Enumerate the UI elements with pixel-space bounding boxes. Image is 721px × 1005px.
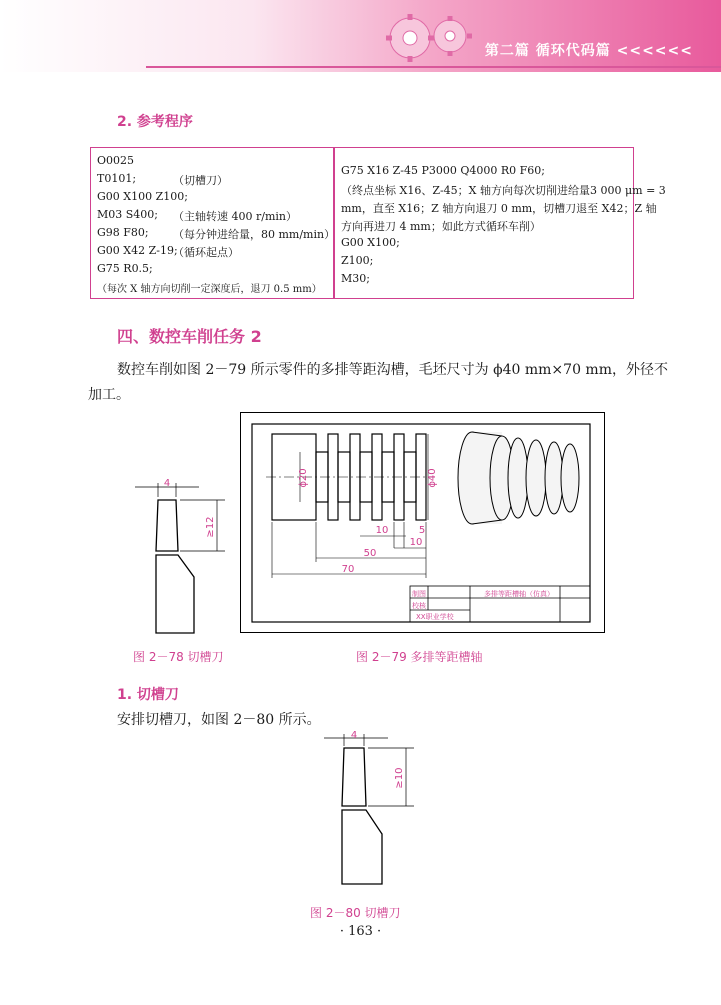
title-block-company: XX职业学校 <box>416 613 454 621</box>
code-line-left: G98 F80; <box>97 226 149 239</box>
fig78-width-label: 4 <box>163 478 171 489</box>
figure-78-caption: 图 2－78 切槽刀 <box>133 650 224 664</box>
fig79-dim-50-label: 50 <box>363 548 377 559</box>
page-number: · 163 · <box>339 924 382 939</box>
tool-heading: 1. 切槽刀 <box>117 687 179 703</box>
code-line-right: （终点坐标 X16、Z-45；X 轴方向每次切削进给量3 000 μm = 3 <box>341 184 666 197</box>
code-comment-left: （切槽刀） <box>173 174 228 187</box>
code-line-left: M03 S400; <box>97 208 158 221</box>
fig79-dim-70-label: 70 <box>341 564 355 575</box>
task-paragraph-line2: 加工。 <box>88 387 130 403</box>
chapter-title: 第二篇 循环代码篇 <<<<<< <box>484 43 693 59</box>
code-line-left: O0025 <box>97 154 135 167</box>
fig79-dim-10-label: 10 <box>375 525 389 536</box>
figure-80-caption: 图 2－80 切槽刀 <box>310 906 401 920</box>
program-heading: 2. 参考程序 <box>117 114 193 130</box>
header-band <box>0 0 721 72</box>
tool-paragraph: 安排切槽刀，如图 2－80 所示。 <box>117 712 321 728</box>
code-line-left: G00 X100 Z100; <box>97 190 188 203</box>
fig78-height-label: ≥12 <box>205 516 216 538</box>
code-line-left: G75 R0.5; <box>97 262 153 275</box>
figure-80-grooving-tool <box>322 730 432 890</box>
code-line-left: G00 X42 Z-19; <box>97 244 178 257</box>
fig79-phi20-label: ϕ20 <box>298 468 309 488</box>
code-comment-left: （每分钟进给量，80 mm/min） <box>173 228 336 241</box>
header-rule <box>146 66 721 68</box>
figure-79-caption: 图 2－79 多排等距槽轴 <box>356 650 483 664</box>
fig79-phi40-label: ϕ40 <box>427 468 438 488</box>
title-block-row2: 校核 <box>412 602 426 610</box>
code-line-right: G00 X100; <box>341 236 400 249</box>
code-line-left: T0101; <box>97 172 137 185</box>
code-line-left: （每次 X 轴方向切削一定深度后，退刀 0.5 mm） <box>97 284 322 295</box>
title-block-name: 多排等距槽轴（仿真） <box>484 590 554 598</box>
code-line-right: 方向再进刀 4 mm；如此方式循环车削） <box>341 220 541 233</box>
fig79-dim-10b-label: 10 <box>409 537 423 548</box>
task-paragraph-line1: 数控车削如图 2－79 所示零件的多排等距沟槽，毛坯尺寸为 ϕ40 mm×70 mm，外径不 <box>117 362 668 378</box>
title-block-row1: 制图 <box>412 590 426 598</box>
code-line-right: G75 X16 Z-45 P3000 Q4000 R0 F60; <box>341 164 545 177</box>
figure-78-grooving-tool <box>125 475 235 640</box>
program-listing-box <box>90 147 666 299</box>
fig79-dim-5-label: 5 <box>418 525 426 536</box>
figure-79-drawing <box>240 412 605 634</box>
task-heading: 四、数控车削任务 2 <box>117 327 262 346</box>
code-comment-left: （主轴转速 400 r/min） <box>173 210 297 223</box>
program-column-divider <box>333 148 335 298</box>
fig80-height-label: ≥10 <box>394 767 405 789</box>
code-line-right: Z100; <box>341 254 374 267</box>
code-line-right: M30; <box>341 272 370 285</box>
fig80-width-label: 4 <box>350 730 358 741</box>
code-comment-left: （循环起点） <box>173 246 239 259</box>
code-line-right: mm，直至 X16；Z 轴方向退刀 0 mm，切槽刀退至 X42；Z 轴 <box>341 202 657 215</box>
gear-decoration-icon <box>370 6 480 70</box>
